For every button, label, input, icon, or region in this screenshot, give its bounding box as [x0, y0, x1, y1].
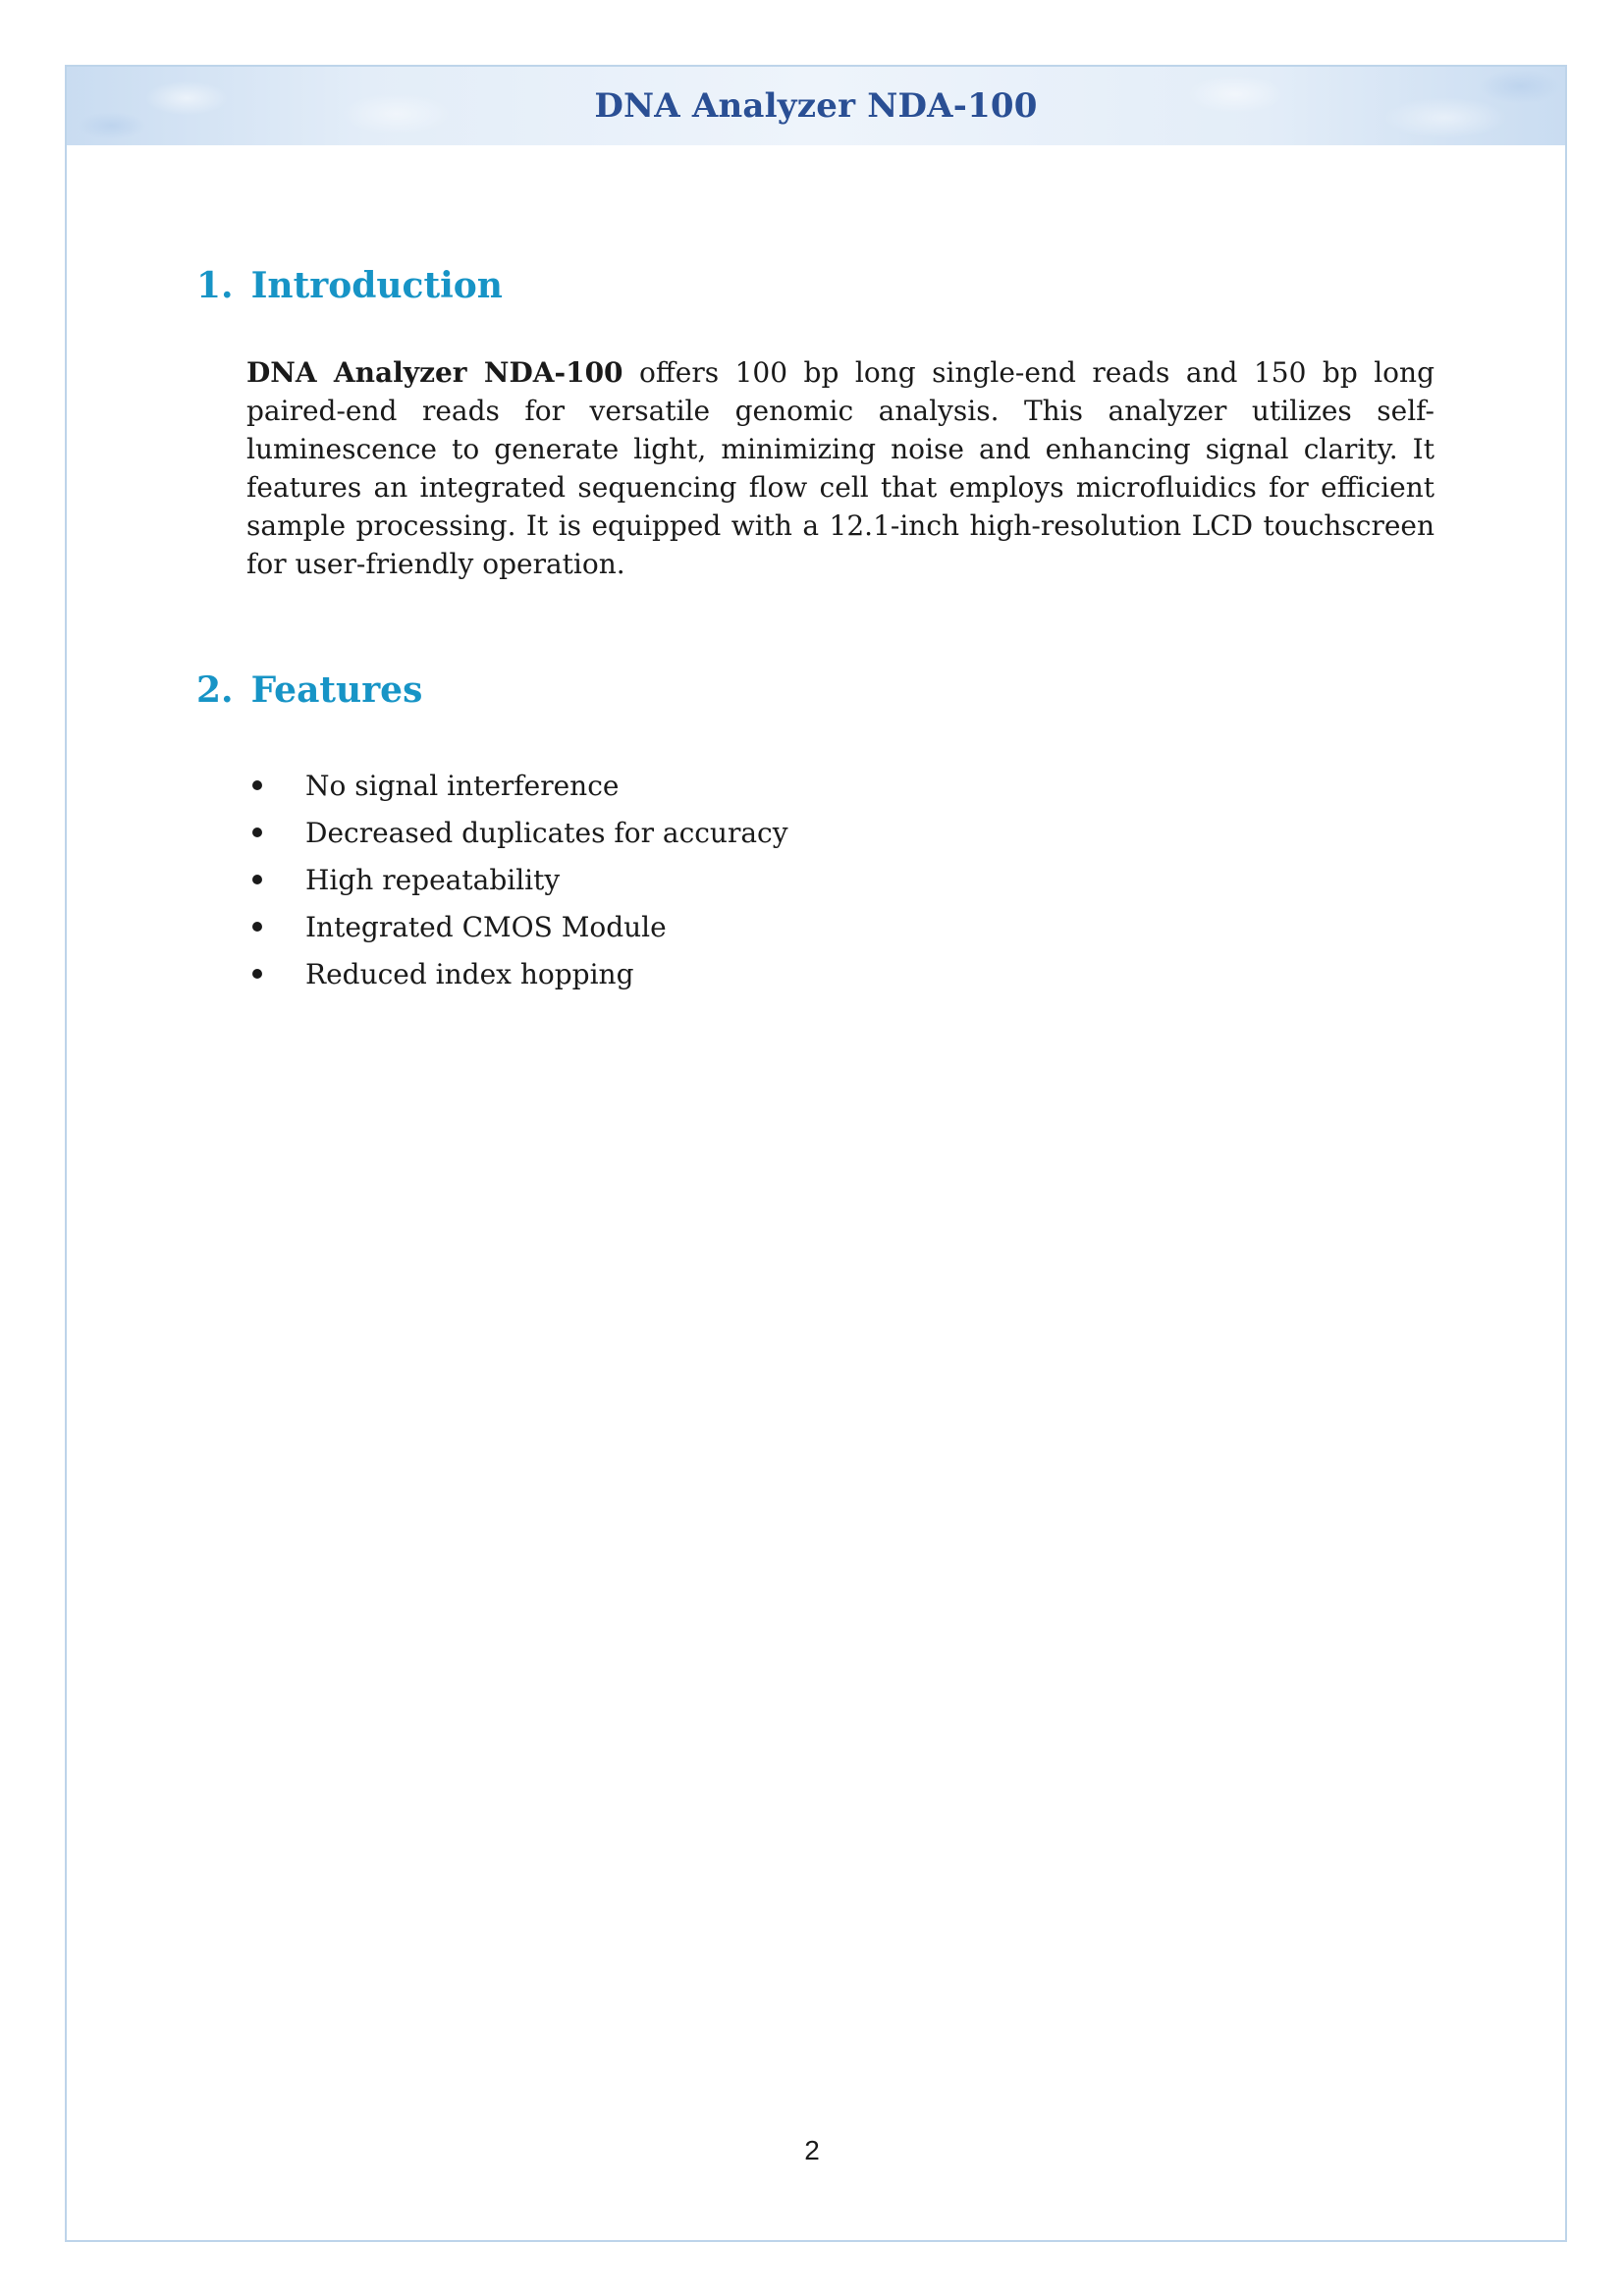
list-item-text: Decreased duplicates for accuracy — [305, 816, 788, 849]
list-item — [246, 762, 788, 809]
section-number: 1. — [196, 265, 234, 306]
feature-list — [246, 762, 788, 997]
section-title: Features — [250, 669, 423, 711]
bullet-icon — [252, 969, 262, 979]
bullet-icon — [252, 828, 262, 837]
header-band — [67, 67, 1565, 145]
list-item-text: High repeatability — [305, 863, 561, 896]
list-item — [246, 903, 788, 950]
list-item-text: No signal interference — [305, 769, 620, 802]
list-item — [246, 950, 788, 997]
intro-text: offers 100 bp long single-end reads and 150 bp long paired-end reads for versatile genomic analysis. This analyzer utilizes self-luminescence to generate light, minimizing noise and enhancing signal clarity. It features an integrated sequencing flow cell that employs microfluidics for efficient sample processing. It is equipped with a 12.1-inch high-resolution LCD touchscreen for user-friendly operation. — [246, 356, 1435, 580]
list-item-text: Reduced index hopping — [305, 957, 634, 990]
list-item — [246, 809, 788, 856]
list-item-text: Integrated CMOS Module — [305, 910, 667, 943]
bullet-icon — [252, 875, 262, 884]
section-number: 2. — [196, 669, 234, 711]
bullet-icon — [252, 922, 262, 932]
intro-paragraph — [246, 353, 1435, 583]
header-title: DNA Analyzer NDA-100 — [594, 86, 1038, 126]
page-number: 2 — [804, 2135, 820, 2165]
list-item — [246, 856, 788, 903]
section-heading-features — [196, 669, 422, 711]
section-heading-introduction — [196, 265, 503, 306]
intro-lead-bold: DNA Analyzer NDA-100 — [246, 356, 623, 389]
section-title: Introduction — [250, 265, 503, 306]
bullet-icon — [252, 780, 262, 790]
